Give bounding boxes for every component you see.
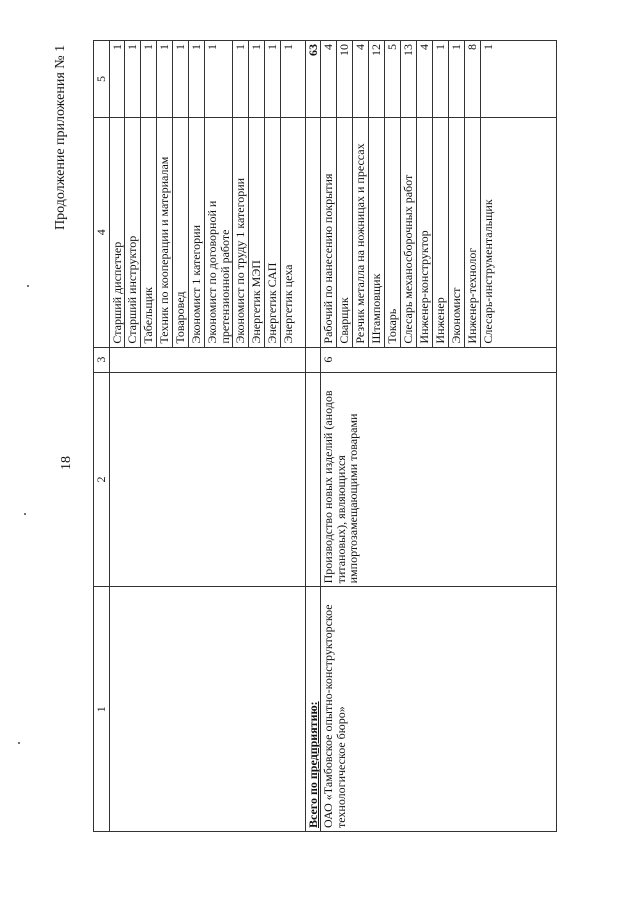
position-count: 1 [125, 41, 141, 117]
column-number-row [94, 41, 110, 832]
count-row [448, 41, 464, 117]
position-count: 8 [464, 41, 480, 117]
count-row [205, 41, 233, 117]
position-name: Инженер [432, 118, 448, 347]
section2-num: 6 [321, 347, 557, 372]
appendix-header [55, 0, 75, 230]
position-count: 1 [189, 41, 205, 117]
position-row [448, 118, 464, 347]
position-row [141, 118, 157, 347]
col-num-1: 1 [94, 587, 110, 832]
count-row [368, 41, 384, 117]
position-name: Рабочий по нанесению покрытия [321, 118, 336, 347]
section1-counts [109, 41, 305, 118]
position-count: 1 [173, 41, 189, 117]
count-row [321, 41, 336, 117]
page-number: 18 [59, 456, 74, 470]
position-row [157, 118, 173, 347]
section2-enterprise: ОАО «Тамбовское опытно-конструкторское технологическое бюро» [321, 587, 557, 832]
position-row [384, 118, 400, 347]
section2-counts-list [321, 41, 495, 117]
position-row [321, 118, 336, 347]
section2-row [321, 41, 557, 832]
position-name: Токарь [384, 118, 400, 347]
position-count: 13 [400, 41, 416, 117]
position-name: Сварщик [336, 118, 352, 347]
position-name: Слесарь-инструментальщик [480, 199, 495, 344]
position-row [189, 118, 205, 347]
position-row [173, 118, 189, 347]
position-row [416, 118, 432, 347]
position-row [480, 118, 495, 347]
count-row [336, 41, 352, 117]
position-name: Слесарь механосборочных работ [400, 118, 416, 347]
count-row [233, 41, 249, 117]
position-count: 1 [233, 41, 249, 117]
count-row [400, 41, 416, 117]
appendix-title: Продолжение приложения № 1 [53, 44, 68, 230]
position-count: 1 [448, 41, 464, 117]
total-label: Всего по предприятию: [305, 587, 321, 832]
position-row [464, 118, 480, 347]
position-row [205, 118, 233, 347]
col-num-3: 3 [94, 347, 110, 372]
position-name: Товаровед [173, 118, 189, 347]
section1-num [109, 347, 305, 372]
col-num-4: 4 [94, 117, 110, 347]
count-row [265, 41, 281, 117]
position-count: 1 [110, 41, 125, 117]
col-num-2: 2 [94, 372, 110, 587]
section2-product: Производство новых изделий (анодов титановых), являющихся импортозамещающими товарами [321, 372, 557, 587]
position-row [233, 118, 249, 347]
section1-positions-list [110, 118, 296, 347]
position-count: 1 [265, 41, 281, 117]
position-count: 10 [336, 41, 352, 117]
count-row [432, 41, 448, 117]
position-row [249, 118, 265, 347]
position-name: Экономист по труду 1 категории [233, 118, 249, 347]
position-row [368, 118, 384, 347]
position-count: 1 [480, 44, 495, 50]
position-count: 5 [384, 41, 400, 117]
position-row [352, 118, 368, 347]
scan-dot [18, 742, 20, 744]
count-row [157, 41, 173, 117]
count-row [189, 41, 205, 117]
position-name: Энергетик цеха [281, 264, 296, 344]
section1-positions [109, 117, 305, 347]
position-count: 1 [157, 41, 173, 117]
position-name: Экономист 1 категории [189, 118, 205, 347]
section2-positions-list [321, 118, 495, 347]
position-name: Экономист по договорной и претензионной работе [205, 118, 233, 347]
position-row [432, 118, 448, 347]
position-count: 4 [352, 41, 368, 117]
position-row [110, 118, 125, 347]
total-value: 63 [305, 41, 321, 118]
count-row [281, 41, 296, 117]
position-name: Старший инструктор [125, 118, 141, 347]
scan-dot [27, 285, 29, 287]
position-name: Энергетик САП [265, 118, 281, 347]
position-row [400, 118, 416, 347]
position-name: Техник по кооперации и материалам [157, 118, 173, 347]
position-count: 1 [281, 44, 296, 50]
scan-dot [24, 513, 26, 515]
position-name: Инженер-технолог [464, 118, 480, 347]
count-row [464, 41, 480, 117]
position-row [265, 118, 281, 347]
count-row [125, 41, 141, 117]
position-count: 12 [368, 41, 384, 117]
position-name: Штамповщик [368, 118, 384, 347]
position-name: Экономист [448, 118, 464, 347]
total-empty-2 [305, 372, 321, 587]
count-row [173, 41, 189, 117]
position-count: 4 [321, 41, 336, 117]
section1-product [109, 372, 305, 587]
total-row [305, 41, 321, 832]
position-row [336, 118, 352, 347]
position-name: Инженер-конструктор [416, 118, 432, 347]
position-row [281, 118, 296, 347]
position-count: 1 [249, 41, 265, 117]
section1-row [109, 41, 305, 832]
count-row [249, 41, 265, 117]
position-name: Табельщик [141, 118, 157, 347]
staff-table [93, 40, 557, 832]
total-empty-3 [305, 347, 321, 372]
position-name: Резчик металла на ножницах и прессах [352, 118, 368, 347]
count-row [416, 41, 432, 117]
section2-positions [321, 117, 557, 347]
count-row [352, 41, 368, 117]
section2-counts [321, 41, 557, 118]
position-count: 4 [416, 41, 432, 117]
count-row [480, 41, 495, 117]
position-count: 1 [432, 41, 448, 117]
section1-counts-list [110, 41, 296, 117]
section1-enterprise [109, 587, 305, 832]
rotated-table-container [93, 40, 561, 832]
position-name: Старший диспетчер [110, 118, 125, 347]
position-count: 1 [205, 41, 233, 117]
total-empty-4 [305, 117, 321, 347]
position-row [125, 118, 141, 347]
col-num-5: 5 [94, 41, 110, 118]
position-name: Энергетик МЭП [249, 118, 265, 347]
count-row [384, 41, 400, 117]
position-count: 1 [141, 41, 157, 117]
count-row [141, 41, 157, 117]
count-row [110, 41, 125, 117]
